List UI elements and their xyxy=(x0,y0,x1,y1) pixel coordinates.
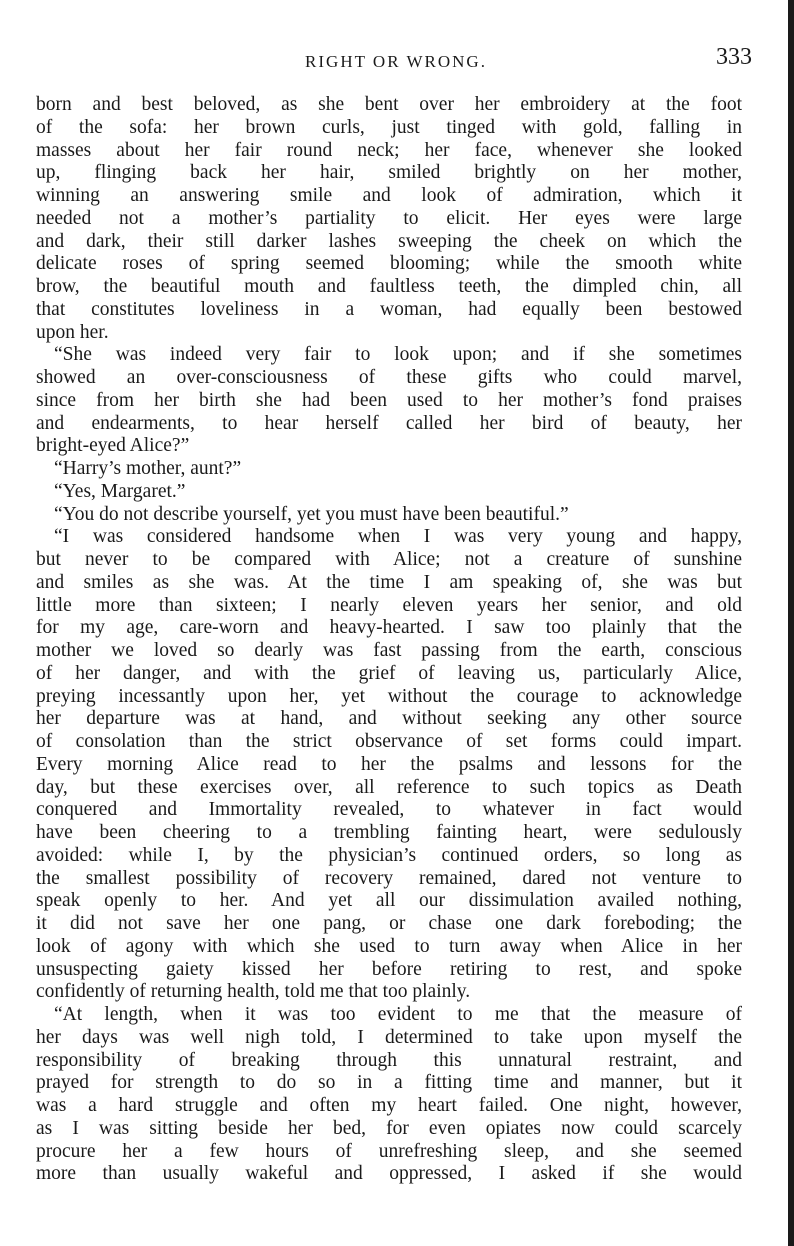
text-line: responsibility of breaking through this unnatural restraint, and xyxy=(36,1049,742,1071)
text-line: masses about her fair round neck; her face, whenever she looked xyxy=(36,139,742,161)
text-line: “I was considered handsome when I was very young and happy, xyxy=(54,526,742,548)
text-line: brow, the beautiful mouth and faultless teeth, the dimpled chin, all xyxy=(36,276,742,297)
text-line: since from her birth she had been used to her mother’s fond praises xyxy=(36,389,742,411)
text-line: it did not save her one pang, or chase one dark foreboding; the xyxy=(36,913,742,934)
text-line: the smallest possibility of recovery remained, dared not venture to xyxy=(36,867,742,889)
text-line: needed not a mother’s partiality to elicit. Her eyes were large xyxy=(36,207,742,229)
text-line: as I was sitting beside her bed, for even opiates now could scarcely xyxy=(36,1117,742,1139)
running-title: RIGHT OR WRONG. xyxy=(305,52,487,71)
text-line: conquered and Immortality revealed, to whatever in fact would xyxy=(36,799,742,821)
text-line: Every morning Alice read to her the psalms and lessons for the xyxy=(36,753,742,775)
page-number: 333 xyxy=(716,44,752,70)
text-line: of her danger, and with the grief of leaving us, particularly Alice, xyxy=(36,662,742,684)
text-line: showed an over-consciousness of these gifts who could marvel, xyxy=(36,367,742,388)
text-line: her departure was at hand, and without seeking any other source xyxy=(36,708,742,730)
text-line: of the sofa: her brown curls, just tinged with gold, falling in xyxy=(36,116,742,138)
text-line: “She was indeed very fair to look upon; and if she sometimes xyxy=(54,344,742,366)
text-line: of consolation than the strict observance of set forms could impart. xyxy=(36,731,742,752)
text-line: mother we loved so dearly was fast passing from the earth, conscious xyxy=(36,640,742,661)
text-line: but never to be compared with Alice; not a creature of sunshine xyxy=(36,549,742,570)
text-line: “You do not describe yourself, yet you must have been beautiful.” xyxy=(54,503,569,525)
text-line: was a hard struggle and often my heart failed. One night, however, xyxy=(36,1095,742,1116)
page-edge-rule xyxy=(788,0,794,1246)
text-line: and endearments, to hear herself called her bird of beauty, her xyxy=(36,412,742,434)
text-line: “Harry’s mother, aunt?” xyxy=(54,458,242,479)
text-line: delicate roses of spring seemed blooming; while the smooth white xyxy=(36,253,742,275)
text-line: her days was well nigh told, I determined to take upon myself the xyxy=(36,1026,742,1048)
text-line: bright-eyed Alice?” xyxy=(36,435,190,457)
text-line: that constitutes loveliness in a woman, had equally been bestowed xyxy=(36,298,742,320)
text-line: have been cheering to a trembling fainting heart, were sedulously xyxy=(36,822,742,843)
text-line: for my age, care-worn and heavy-hearted. I saw too plainly that the xyxy=(36,617,742,639)
text-line: preying incessantly upon her, yet without the courage to acknowledge xyxy=(36,685,742,707)
text-line: look of agony with which she used to turn away when Alice in her xyxy=(36,935,742,957)
text-line: and dark, their still darker lashes sweeping the cheek on which the xyxy=(36,230,742,252)
text-line: confidently of returning health, told me that too plainly. xyxy=(36,981,471,1003)
text-line: little more than sixteen; I nearly eleven years her senior, and old xyxy=(36,594,742,616)
text-line: more than usually wakeful and oppressed, I asked if she would xyxy=(36,1163,742,1185)
text-line: winning an answering smile and look of admiration, which it xyxy=(36,185,742,206)
text-line: unsuspecting gaiety kissed her before retiring to rest, and spoke xyxy=(36,958,742,980)
text-line: prayed for strength to do so in a fitting time and manner, but it xyxy=(36,1072,742,1094)
text-line: day, but these exercises over, all reference to such topics as Death xyxy=(36,776,742,798)
text-line: avoided: while I, by the physician’s continued orders, so long as xyxy=(36,844,742,866)
page-header xyxy=(40,44,752,84)
text-line: speak openly to her. And yet all our dissimulation availed nothing, xyxy=(36,890,742,912)
body-text xyxy=(36,94,742,1186)
text-line: “Yes, Margaret.” xyxy=(54,480,186,502)
text-line: up, flinging back her hair, smiled brightly on her mother, xyxy=(36,162,742,184)
text-line: and smiles as she was. At the time I am speaking of, she was but xyxy=(36,571,742,593)
text-line: born and best beloved, as she bent over her embroidery at the foot xyxy=(36,94,742,115)
text-line: procure her a few hours of unrefreshing sleep, and she seemed xyxy=(36,1140,742,1162)
text-line: “At length, when it was too evident to me that the measure of xyxy=(54,1004,742,1025)
text-line: upon her. xyxy=(36,321,109,343)
